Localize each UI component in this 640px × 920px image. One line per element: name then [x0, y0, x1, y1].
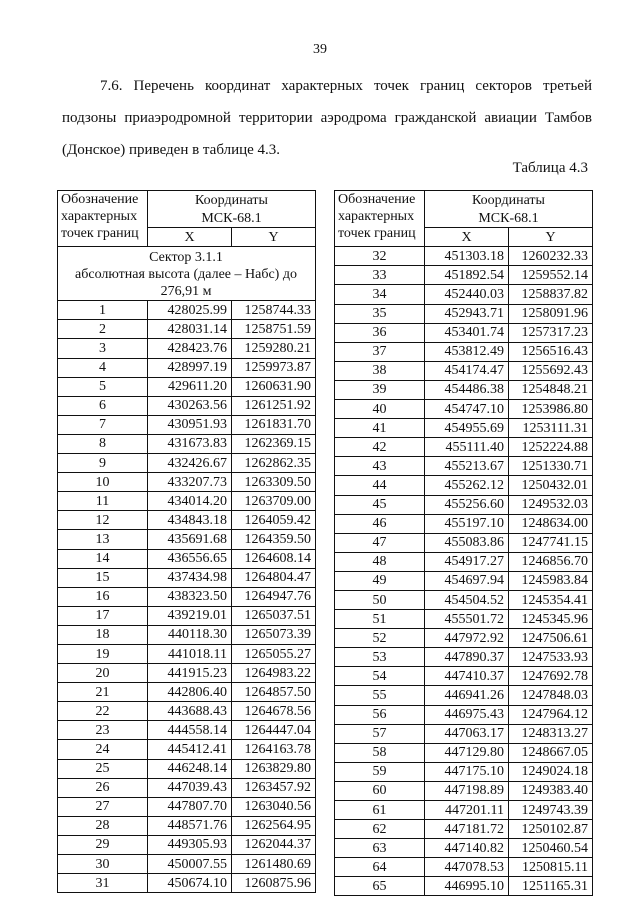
- y-coordinate-cell: 1265037.51: [232, 606, 316, 625]
- table-row: [335, 361, 593, 380]
- table-row: [335, 743, 593, 762]
- point-number-cell: 58: [335, 743, 425, 762]
- x-coordinate-cell: 447890.37: [425, 648, 509, 667]
- point-number-cell: 29: [58, 835, 148, 854]
- table-row: [335, 648, 593, 667]
- point-number-cell: 25: [58, 759, 148, 778]
- table-row: [58, 339, 316, 358]
- x-coordinate-cell: 451303.18: [425, 247, 509, 266]
- point-number-cell: 6: [58, 396, 148, 415]
- table-row: [58, 568, 316, 587]
- table-row: [58, 320, 316, 339]
- x-coordinate-cell: 453812.49: [425, 342, 509, 361]
- x-coordinate-cell: 450674.10: [148, 874, 232, 893]
- table-row: [335, 400, 593, 419]
- x-coordinate-cell: 444558.14: [148, 721, 232, 740]
- point-number-cell: 18: [58, 625, 148, 644]
- point-number-cell: 38: [335, 361, 425, 380]
- table-row: [335, 877, 593, 896]
- point-number-cell: 30: [58, 855, 148, 874]
- x-coordinate-cell: 447063.17: [425, 724, 509, 743]
- point-number-cell: 2: [58, 320, 148, 339]
- y-coordinate-cell: 1246856.70: [509, 552, 593, 571]
- table-row: [58, 702, 316, 721]
- point-number-cell: 11: [58, 492, 148, 511]
- point-number-cell: 33: [335, 266, 425, 285]
- table-row: [335, 304, 593, 323]
- y-coordinate-cell: 1249024.18: [509, 762, 593, 781]
- header-coords: Координаты: [425, 191, 593, 210]
- header-y: Y: [509, 228, 593, 247]
- y-coordinate-cell: 1262044.37: [232, 835, 316, 854]
- y-coordinate-cell: 1251330.71: [509, 457, 593, 476]
- x-coordinate-cell: 439219.01: [148, 606, 232, 625]
- y-coordinate-cell: 1253986.80: [509, 400, 593, 419]
- x-coordinate-cell: 447039.43: [148, 778, 232, 797]
- y-coordinate-cell: 1255692.43: [509, 361, 593, 380]
- y-coordinate-cell: 1254848.21: [509, 380, 593, 399]
- y-coordinate-cell: 1264447.04: [232, 721, 316, 740]
- x-coordinate-cell: 443688.43: [148, 702, 232, 721]
- coordinates-table-left: [57, 190, 316, 893]
- header-name-line: точек границ: [338, 226, 416, 241]
- table-row: [58, 683, 316, 702]
- point-number-cell: 21: [58, 683, 148, 702]
- table-row: [335, 839, 593, 858]
- x-coordinate-cell: 447807.70: [148, 797, 232, 816]
- page-number: 39: [313, 42, 327, 57]
- x-coordinate-cell: 431673.83: [148, 434, 232, 453]
- x-coordinate-cell: 455083.86: [425, 533, 509, 552]
- table-row: [335, 495, 593, 514]
- table-row: [58, 454, 316, 473]
- y-coordinate-cell: 1264359.50: [232, 530, 316, 549]
- table-row: [335, 724, 593, 743]
- point-number-cell: 54: [335, 667, 425, 686]
- y-coordinate-cell: 1260875.96: [232, 874, 316, 893]
- table-row: [58, 664, 316, 683]
- y-coordinate-cell: 1264857.50: [232, 683, 316, 702]
- x-coordinate-cell: 447201.11: [425, 801, 509, 820]
- point-number-cell: 64: [335, 858, 425, 877]
- point-number-cell: 56: [335, 705, 425, 724]
- x-coordinate-cell: 447175.10: [425, 762, 509, 781]
- table-row: [58, 721, 316, 740]
- table-row: [335, 667, 593, 686]
- point-number-cell: 35: [335, 304, 425, 323]
- header-name-line: Обозначение: [338, 192, 416, 207]
- y-coordinate-cell: 1247692.78: [509, 667, 593, 686]
- table-row: [335, 380, 593, 399]
- y-coordinate-cell: 1258091.96: [509, 304, 593, 323]
- table-row: [335, 533, 593, 552]
- point-number-cell: 47: [335, 533, 425, 552]
- x-coordinate-cell: 454174.47: [425, 361, 509, 380]
- point-number-cell: 1: [58, 301, 148, 320]
- y-coordinate-cell: 1263829.80: [232, 759, 316, 778]
- point-number-cell: 17: [58, 606, 148, 625]
- point-number-cell: 28: [58, 816, 148, 835]
- point-number-cell: 46: [335, 514, 425, 533]
- sector-line: 276,91 м: [160, 283, 212, 299]
- point-number-cell: 65: [335, 877, 425, 896]
- table-row: [335, 762, 593, 781]
- table-row: [335, 514, 593, 533]
- x-coordinate-cell: 446975.43: [425, 705, 509, 724]
- point-number-cell: 53: [335, 648, 425, 667]
- x-coordinate-cell: 447198.89: [425, 781, 509, 800]
- point-number-cell: 8: [58, 434, 148, 453]
- table-row: [58, 816, 316, 835]
- point-number-cell: 14: [58, 549, 148, 568]
- table-row: [335, 457, 593, 476]
- x-coordinate-cell: 448571.76: [148, 816, 232, 835]
- header-crs: МСК-68.1: [425, 209, 593, 228]
- y-coordinate-cell: 1259552.14: [509, 266, 593, 285]
- point-number-cell: 34: [335, 285, 425, 304]
- y-coordinate-cell: 1253111.31: [509, 419, 593, 438]
- table-row: [335, 629, 593, 648]
- point-number-cell: 19: [58, 644, 148, 663]
- x-coordinate-cell: 436556.65: [148, 549, 232, 568]
- point-number-cell: 50: [335, 590, 425, 609]
- table-row: [335, 285, 593, 304]
- y-coordinate-cell: 1264804.47: [232, 568, 316, 587]
- point-number-cell: 40: [335, 400, 425, 419]
- table-row: [335, 858, 593, 877]
- table-row: [335, 571, 593, 590]
- y-coordinate-cell: 1265073.39: [232, 625, 316, 644]
- point-number-cell: 23: [58, 721, 148, 740]
- point-number-cell: 44: [335, 476, 425, 495]
- x-coordinate-cell: 450007.55: [148, 855, 232, 874]
- x-coordinate-cell: 452440.03: [425, 285, 509, 304]
- point-number-cell: 12: [58, 511, 148, 530]
- x-coordinate-cell: 434014.20: [148, 492, 232, 511]
- y-coordinate-cell: 1263709.00: [232, 492, 316, 511]
- y-coordinate-cell: 1250460.54: [509, 839, 593, 858]
- table-row: [335, 266, 593, 285]
- x-coordinate-cell: 447140.82: [425, 839, 509, 858]
- x-coordinate-cell: 437434.98: [148, 568, 232, 587]
- y-coordinate-cell: 1262369.15: [232, 434, 316, 453]
- x-coordinate-cell: 446941.26: [425, 686, 509, 705]
- y-coordinate-cell: 1264059.42: [232, 511, 316, 530]
- point-number-cell: 31: [58, 874, 148, 893]
- table-row: [335, 342, 593, 361]
- x-coordinate-cell: 442806.40: [148, 683, 232, 702]
- y-coordinate-cell: 1247964.12: [509, 705, 593, 724]
- x-coordinate-cell: 447078.53: [425, 858, 509, 877]
- table-row: [58, 415, 316, 434]
- header-point-name: [335, 191, 425, 247]
- x-coordinate-cell: 428025.99: [148, 301, 232, 320]
- header-point-name: [58, 191, 148, 247]
- table-row: [58, 549, 316, 568]
- y-coordinate-cell: 1259280.21: [232, 339, 316, 358]
- x-coordinate-cell: 446248.14: [148, 759, 232, 778]
- x-coordinate-cell: 455213.67: [425, 457, 509, 476]
- header-crs: МСК-68.1: [148, 209, 316, 228]
- table-row: [58, 740, 316, 759]
- point-number-cell: 3: [58, 339, 148, 358]
- y-coordinate-cell: 1252224.88: [509, 438, 593, 457]
- point-number-cell: 60: [335, 781, 425, 800]
- y-coordinate-cell: 1260232.33: [509, 247, 593, 266]
- y-coordinate-cell: 1247848.03: [509, 686, 593, 705]
- intro-paragraph: [62, 70, 592, 166]
- point-number-cell: 59: [335, 762, 425, 781]
- intro-line-3: (Донское) приведен в таблице 4.3.: [62, 142, 281, 158]
- coordinates-table-right: [334, 190, 593, 896]
- y-coordinate-cell: 1256516.43: [509, 342, 593, 361]
- table-row: [335, 820, 593, 839]
- y-coordinate-cell: 1265055.27: [232, 644, 316, 663]
- point-number-cell: 43: [335, 457, 425, 476]
- y-coordinate-cell: 1257317.23: [509, 323, 593, 342]
- y-coordinate-cell: 1249532.03: [509, 495, 593, 514]
- point-number-cell: 49: [335, 571, 425, 590]
- y-coordinate-cell: 1248667.05: [509, 743, 593, 762]
- table-row: [335, 610, 593, 629]
- x-coordinate-cell: 455111.40: [425, 438, 509, 457]
- header-name-line: характерных: [61, 209, 138, 224]
- x-coordinate-cell: 445412.41: [148, 740, 232, 759]
- y-coordinate-cell: 1248313.27: [509, 724, 593, 743]
- table-caption: Таблица 4.3: [512, 160, 588, 176]
- table-row: [335, 801, 593, 820]
- table-row: [58, 625, 316, 644]
- table-row: [58, 473, 316, 492]
- x-coordinate-cell: 429611.20: [148, 377, 232, 396]
- table-row: [58, 377, 316, 396]
- x-coordinate-cell: 451892.54: [425, 266, 509, 285]
- y-coordinate-cell: 1262564.95: [232, 816, 316, 835]
- x-coordinate-cell: 454747.10: [425, 400, 509, 419]
- y-coordinate-cell: 1247741.15: [509, 533, 593, 552]
- point-number-cell: 7: [58, 415, 148, 434]
- table-row: [335, 781, 593, 800]
- table-row: [335, 552, 593, 571]
- header-name-line: точек границ: [61, 226, 139, 241]
- point-number-cell: 9: [58, 454, 148, 473]
- y-coordinate-cell: 1258751.59: [232, 320, 316, 339]
- x-coordinate-cell: 454504.52: [425, 590, 509, 609]
- table-row: [58, 511, 316, 530]
- point-number-cell: 32: [335, 247, 425, 266]
- x-coordinate-cell: 428031.14: [148, 320, 232, 339]
- x-coordinate-cell: 433207.73: [148, 473, 232, 492]
- y-coordinate-cell: 1247506.61: [509, 629, 593, 648]
- point-number-cell: 15: [58, 568, 148, 587]
- x-coordinate-cell: 454486.38: [425, 380, 509, 399]
- point-number-cell: 48: [335, 552, 425, 571]
- point-number-cell: 57: [335, 724, 425, 743]
- table-row: [58, 434, 316, 453]
- table-row: [58, 358, 316, 377]
- point-number-cell: 26: [58, 778, 148, 797]
- x-coordinate-cell: 455262.12: [425, 476, 509, 495]
- y-coordinate-cell: 1264163.78: [232, 740, 316, 759]
- point-number-cell: 52: [335, 629, 425, 648]
- y-coordinate-cell: 1264678.56: [232, 702, 316, 721]
- header-coords: Координаты: [148, 191, 316, 210]
- x-coordinate-cell: 434843.18: [148, 511, 232, 530]
- point-number-cell: 45: [335, 495, 425, 514]
- x-coordinate-cell: 446995.10: [425, 877, 509, 896]
- table-row: [58, 530, 316, 549]
- point-number-cell: 41: [335, 419, 425, 438]
- x-coordinate-cell: 447129.80: [425, 743, 509, 762]
- x-coordinate-cell: 447181.72: [425, 820, 509, 839]
- x-coordinate-cell: 430263.56: [148, 396, 232, 415]
- point-number-cell: 16: [58, 587, 148, 606]
- x-coordinate-cell: 447410.37: [425, 667, 509, 686]
- x-coordinate-cell: 454917.27: [425, 552, 509, 571]
- x-coordinate-cell: 455256.60: [425, 495, 509, 514]
- x-coordinate-cell: 430951.93: [148, 415, 232, 434]
- header-y: Y: [232, 228, 316, 247]
- table-row: [58, 874, 316, 893]
- table-row: [58, 301, 316, 320]
- y-coordinate-cell: 1264947.76: [232, 587, 316, 606]
- intro-line-1: 7.6. Перечень координат характерных точек границ секторов третьей: [100, 78, 592, 94]
- table-row: [335, 247, 593, 266]
- table-row: [335, 686, 593, 705]
- x-coordinate-cell: 455501.72: [425, 610, 509, 629]
- table-row: [58, 492, 316, 511]
- sector-line: Сектор 3.1.1: [149, 249, 223, 265]
- header-x: X: [425, 228, 509, 247]
- point-number-cell: 63: [335, 839, 425, 858]
- header-x: X: [148, 228, 232, 247]
- x-coordinate-cell: 428997.19: [148, 358, 232, 377]
- point-number-cell: 42: [335, 438, 425, 457]
- table-row: [58, 835, 316, 854]
- y-coordinate-cell: 1247533.93: [509, 648, 593, 667]
- table-row: [335, 705, 593, 724]
- y-coordinate-cell: 1264983.22: [232, 664, 316, 683]
- y-coordinate-cell: 1263457.92: [232, 778, 316, 797]
- point-number-cell: 51: [335, 610, 425, 629]
- sector-label: [58, 247, 316, 301]
- x-coordinate-cell: 440118.30: [148, 625, 232, 644]
- y-coordinate-cell: 1251165.31: [509, 877, 593, 896]
- x-coordinate-cell: 447972.92: [425, 629, 509, 648]
- table-row: [335, 419, 593, 438]
- x-coordinate-cell: 438323.50: [148, 587, 232, 606]
- x-coordinate-cell: 452943.71: [425, 304, 509, 323]
- point-number-cell: 5: [58, 377, 148, 396]
- y-coordinate-cell: 1261480.69: [232, 855, 316, 874]
- table-row: [58, 778, 316, 797]
- y-coordinate-cell: 1250102.87: [509, 820, 593, 839]
- point-number-cell: 4: [58, 358, 148, 377]
- y-coordinate-cell: 1250432.01: [509, 476, 593, 495]
- y-coordinate-cell: 1264608.14: [232, 549, 316, 568]
- point-number-cell: 13: [58, 530, 148, 549]
- y-coordinate-cell: 1260631.90: [232, 377, 316, 396]
- x-coordinate-cell: 449305.93: [148, 835, 232, 854]
- x-coordinate-cell: 454955.69: [425, 419, 509, 438]
- point-number-cell: 27: [58, 797, 148, 816]
- y-coordinate-cell: 1258744.33: [232, 301, 316, 320]
- table-row: [58, 587, 316, 606]
- table-row: [58, 606, 316, 625]
- table-row: [335, 438, 593, 457]
- point-number-cell: 10: [58, 473, 148, 492]
- x-coordinate-cell: 453401.74: [425, 323, 509, 342]
- table-row: [58, 396, 316, 415]
- table-row: [58, 797, 316, 816]
- y-coordinate-cell: 1261831.70: [232, 415, 316, 434]
- table-row: [58, 644, 316, 663]
- point-number-cell: 22: [58, 702, 148, 721]
- x-coordinate-cell: 432426.67: [148, 454, 232, 473]
- x-coordinate-cell: 435691.68: [148, 530, 232, 549]
- intro-line-2: подзоны приаэродромной территории аэродрома гражданской авиации Тамбов: [62, 110, 592, 126]
- table-row: [335, 590, 593, 609]
- header-name-line: характерных: [338, 209, 415, 224]
- x-coordinate-cell: 428423.76: [148, 339, 232, 358]
- sector-line: абсолютная высота (далее – Набс) до: [75, 266, 297, 282]
- point-number-cell: 24: [58, 740, 148, 759]
- y-coordinate-cell: 1249383.40: [509, 781, 593, 800]
- y-coordinate-cell: 1259973.87: [232, 358, 316, 377]
- x-coordinate-cell: 441018.11: [148, 644, 232, 663]
- y-coordinate-cell: 1245345.96: [509, 610, 593, 629]
- point-number-cell: 37: [335, 342, 425, 361]
- x-coordinate-cell: 455197.10: [425, 514, 509, 533]
- y-coordinate-cell: 1249743.39: [509, 801, 593, 820]
- table-row: [58, 855, 316, 874]
- y-coordinate-cell: 1245354.41: [509, 590, 593, 609]
- y-coordinate-cell: 1262862.35: [232, 454, 316, 473]
- point-number-cell: 20: [58, 664, 148, 683]
- y-coordinate-cell: 1245983.84: [509, 571, 593, 590]
- y-coordinate-cell: 1248634.00: [509, 514, 593, 533]
- header-name-line: Обозначение: [61, 192, 139, 207]
- table-row: [335, 476, 593, 495]
- table-row: [58, 759, 316, 778]
- y-coordinate-cell: 1258837.82: [509, 285, 593, 304]
- table-row: [335, 323, 593, 342]
- point-number-cell: 62: [335, 820, 425, 839]
- y-coordinate-cell: 1250815.11: [509, 858, 593, 877]
- point-number-cell: 39: [335, 380, 425, 399]
- y-coordinate-cell: 1263309.50: [232, 473, 316, 492]
- point-number-cell: 36: [335, 323, 425, 342]
- point-number-cell: 61: [335, 801, 425, 820]
- point-number-cell: 55: [335, 686, 425, 705]
- x-coordinate-cell: 441915.23: [148, 664, 232, 683]
- x-coordinate-cell: 454697.94: [425, 571, 509, 590]
- y-coordinate-cell: 1261251.92: [232, 396, 316, 415]
- y-coordinate-cell: 1263040.56: [232, 797, 316, 816]
